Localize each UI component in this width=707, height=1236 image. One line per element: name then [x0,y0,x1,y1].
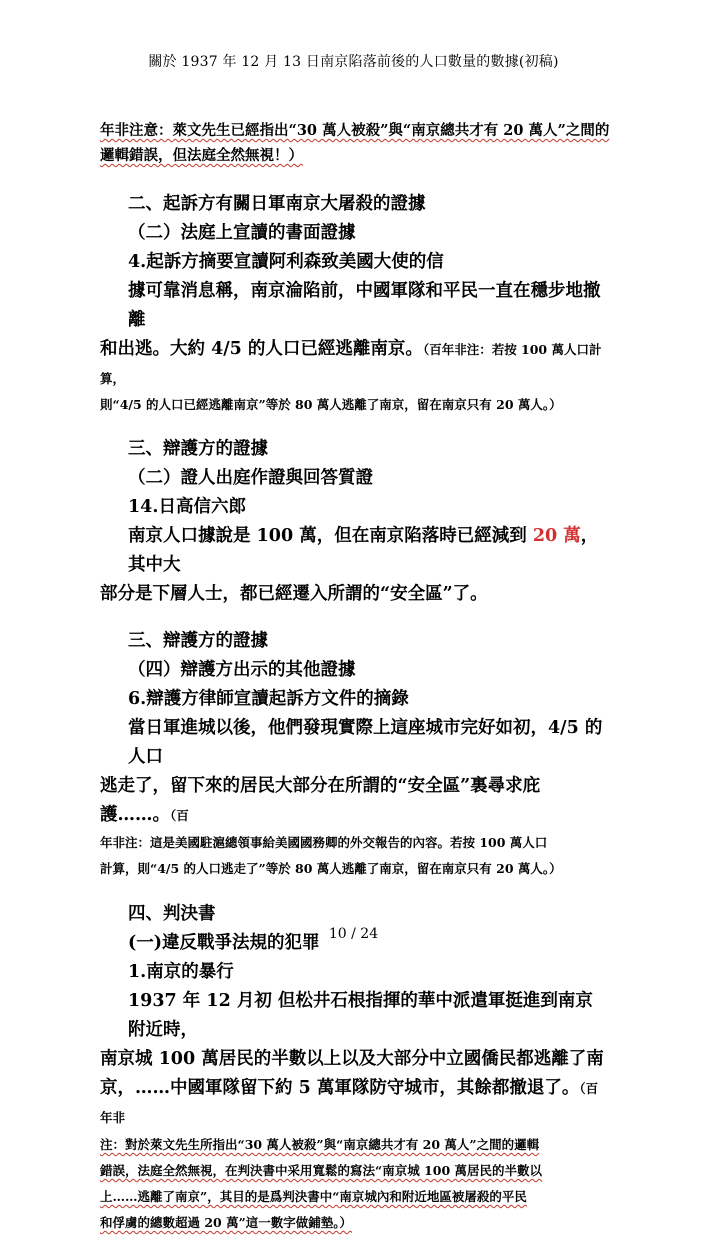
note-line: 年非注：這是美國駐滬總領事給美國國務卿的外交報告的內容。若按 100 萬人口 [100,835,548,850]
note-line: 則“4/5 的人口已經逃離南京”等於 80 萬人逃離了南京，留在南京只有 20 萬人。） [100,397,562,412]
page-header: 關於 1937 年 12 月 13 日南京陷落前後的人口數量的數據(初稿) [148,54,559,70]
body-line: 當日軍進城以後，他們發現實際上這座城市完好如初，4/5 的人口 [128,718,603,767]
section-heading: 三、辯護方的證據 [128,439,268,459]
section-item: 4.起訴方摘要宣讀阿利森致美國大使的信 [128,252,444,272]
body-line: 京，……中國軍隊留下約 5 萬軍隊防守城市，其餘都撤退了。（百年非 [100,1078,599,1125]
inline-note: （百 [170,808,189,823]
section-subheading: （二）法庭上宣讀的書面證據 [128,223,356,243]
section-heading: 二、起訴方有關日軍南京大屠殺的證據 [128,194,426,214]
section-subheading: （四）辯護方出示的其他證據 [128,660,356,680]
intro-note [100,118,610,168]
body-line: 1937 年 12 月初 但松井石根指揮的華中派遣軍挺進到南京附近時， [128,991,593,1040]
section-heading: 四、判決書 [128,904,216,924]
highlighted-number: 20 萬 [532,526,581,546]
body-line: 部分是下層人士，都已經遷入所謂的“安全區”了。 [100,584,488,604]
document-body [100,118,610,1236]
section-heading: 三、辯護方的證據 [128,631,268,651]
section-subheading: （二）證人出庭作證與回答質證 [128,468,373,488]
intro-note-line-2: 邏輯錯誤，但法庭全然無視！） [100,147,303,164]
page-number: 10 / 24 [328,926,379,942]
inline-note: （百年非 [100,1081,599,1125]
intro-note-line-1: 年非注意：萊文先生已經指出“30 萬人被殺”與“南京總共才有 20 萬人”之間的 [100,122,610,139]
section-item: 1.南京的暴行 [128,962,234,982]
body-line: 逃走了，留下來的居民大部分在所謂的“安全區”裏尋求庇護……。（百 [100,776,541,825]
section-defense-witness [100,435,610,609]
note-line: 和俘虜的總數超過 20 萬”這一數字做鋪墊。） [100,1215,353,1230]
note-line: 計算，則“4/5 的人口逃走了”等於 80 萬人逃離了南京，留在南京只有 20 萬人。） [100,861,562,876]
section-judgment [100,900,610,1236]
body-line: 據可靠消息稱，南京淪陷前，中國軍隊和平民一直在穩步地撤離 [128,281,601,330]
section-prosecution-evidence [100,190,610,417]
note-line: 注：對於萊文先生所指出“30 萬人被殺”與“南京總共才有 20 萬人”之間的邏輯 [100,1137,540,1152]
inline-note: （百年非注：若按 100 萬人口計算， [100,342,602,386]
section-item: 14.日高信六郎 [128,497,246,517]
section-defense-other [100,627,610,882]
note-line: 上……逃離了南京”，其目的是爲判決書中“南京城內和附近地區被屠殺的平民 [100,1189,527,1204]
body-line: 南京人口據說是 100 萬，但在南京陷落時已經減到 20 萬，其中大 [128,526,599,575]
body-line: 和出逃。大約 4/5 的人口已經逃離南京。（百年非注：若按 100 萬人口計算， [100,339,602,386]
note-line: 錯誤，法庭全然無視，在判決書中采用寬鬆的寫法“南京城 100 萬居民的半數以 [100,1163,542,1178]
section-item: 6.辯護方律師宣讀起訴方文件的摘錄 [128,689,409,709]
body-line: 南京城 100 萬居民的半數以上以及大部分中立國僑民都逃離了南 [100,1049,604,1069]
section-subheading: (一)違反戰爭法規的犯罪 [128,933,320,953]
